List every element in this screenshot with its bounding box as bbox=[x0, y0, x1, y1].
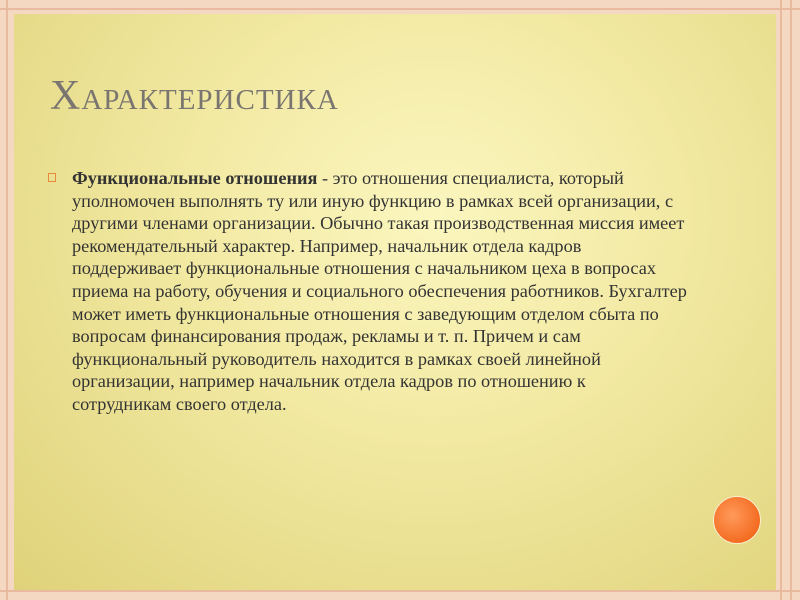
bullet-body: - это отношения специалиста, который уполномочен выполнять ту или иную функцию в рамках всей организации, с другими членами организации. Обычно такая производственная миссия имеет рекомендательный характер. Например, начальник отдела кадров поддерживает функциональные отношения с начальником цеха в вопросах приема на работу, обучения и социального обеспечения работников. Бухгалтер может иметь функциональные отношения с заведующим отделом сбыта по вопросам финансирования продаж, рекламы и т. п. Причем и сам функциональный руководитель находится в рамках своей линейной организации, например начальник отдела кадров по отношению к сотрудникам своего отдела. bbox=[72, 168, 687, 414]
bullet-term: Функциональные отношения bbox=[72, 168, 318, 188]
bullet-text bbox=[72, 167, 688, 416]
slide-title: Характеристика bbox=[50, 73, 339, 119]
orange-circle-decoration bbox=[713, 496, 761, 544]
border-line-top bbox=[0, 8, 800, 10]
border-line-right-outer bbox=[790, 0, 792, 600]
border-line-left bbox=[6, 0, 8, 600]
bullet-square-icon bbox=[48, 173, 56, 182]
border-line-bottom bbox=[0, 590, 800, 592]
border-line-right-inner bbox=[780, 0, 782, 600]
bullet-item bbox=[48, 167, 688, 416]
